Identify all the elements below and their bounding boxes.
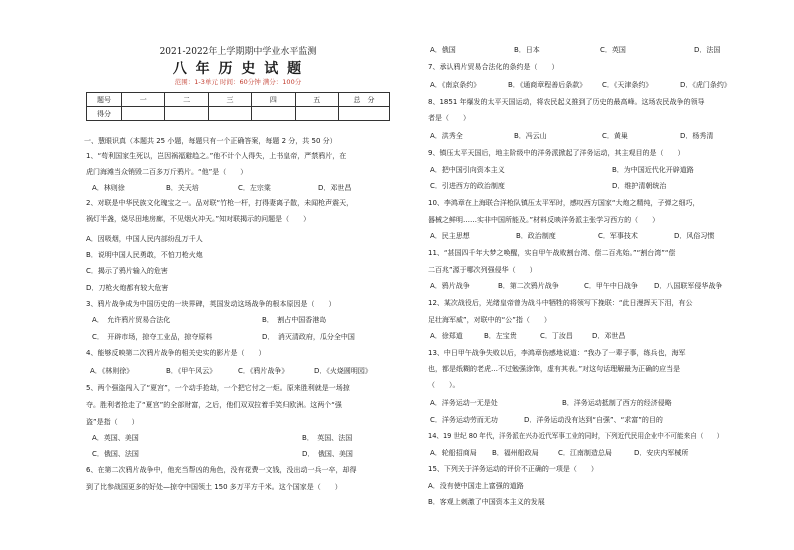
option-c[interactable]: C．军事技术 [598,232,638,240]
option-a[interactable]: A．洋务运动一无是处 [430,399,498,407]
question-6-line-2: 到了比参战国更多的好处—掠夺中国领土 150 多万平方千米。这个国家是（ ） [86,483,342,491]
option-a[interactable]: A．俄国 [430,46,456,54]
left-column [86,0,390,550]
question-15: 15、下列关于洋务运动的评价不正确的一项是（ ） [428,465,598,473]
option-d[interactable]: D．刀枪火炮都有较大危害 [86,284,169,292]
option-d[interactable]: D． 俄国、美国 [302,450,353,458]
option-a[interactable]: A．民主思想 [430,232,470,240]
option-b[interactable]: B． 割占中国香港岛 [262,316,327,324]
option-c[interactable]: C． 开辟市场，掠夺工业品，掠夺原料 [92,333,213,341]
question-2-line-1: 2、对联是中华民族文化瑰宝之一。品对联“竹枪一杆，打得妻离子散，未闻枪声震天， [86,199,354,207]
exam-meta: 范围：1-3单元 时间：60分钟 满分：100分 [174,78,302,86]
question-11-line-2: 二百兆”源于哪次列强侵华（ ） [428,266,537,274]
exam-title: 2021-2022年上学期期中学业水平监测 [159,47,317,57]
option-d[interactable]: D．《虎门条约》 [680,81,731,89]
option-a[interactable]: A．洪秀全 [430,132,463,140]
option-d[interactable]: D．法国 [694,46,721,54]
score-table-score-row [87,107,390,121]
score-cell: 二 [165,93,208,107]
score-input-cell[interactable] [339,107,390,121]
score-input-cell[interactable] [165,107,208,121]
option-c[interactable]: C．丁汝昌 [540,332,573,340]
option-b[interactable]: B．第二次鸦片战争 [498,282,559,290]
question-9: 9、镇压太平天国后，地主阶级中的洋务派掀起了洋务运动，其主观目的是（ ） [428,149,685,157]
question-4: 4、能够反映第二次鸦片战争的相关史实的影片是（ ） [86,349,266,357]
option-c[interactable]: C．英国 [600,46,626,54]
option-c[interactable]: C．黄巢 [602,132,628,140]
option-b[interactable]: B．客观上刺激了中国资本主义的发展 [428,498,545,506]
question-8-line-2: 者是（ ） [428,114,470,122]
score-table-header-row [87,93,390,107]
option-a[interactable]: A．《林则徐》 [90,367,134,375]
question-11-line-1: 11、“甚国四千年大梦之唤醒，实自甲午战败割台湾、偿二百兆始。”“割台湾”“偿 [428,249,676,257]
question-13-line-2: 也，都是纸糊的老虎…不过勉强涂饰，虚有其表。”对这句话理解最为正确的应当是 [428,365,681,373]
option-d[interactable]: D．洋务运动没有达到“自强”、“求富”的目的 [524,416,663,424]
right-column [428,0,754,550]
option-c[interactable]: C．引进西方的政治制度 [430,182,505,190]
option-b[interactable]: B． 英国、法国 [302,434,353,442]
section-intro: 一、慧眼识真（本题共 25 小题，每题只有一个正确答案，每题 2 分，共 50 分） [84,137,337,145]
option-c[interactable]: C．洋务运动劳而无功 [430,416,498,424]
option-c[interactable]: C．俄国、法国 [92,450,139,458]
option-b[interactable]: B．福州船政局 [492,449,539,457]
option-a[interactable]: A．鸦片战争 [430,282,470,290]
option-c[interactable]: C．揭示了鸦片输入的危害 [86,267,168,275]
option-b[interactable]: B．关天培 [166,184,199,192]
option-c[interactable]: C．《鸦片战争》 [238,367,289,375]
option-b[interactable]: B．洋务运动抵制了西方的经济侵略 [562,399,672,407]
option-a[interactable]: A．英国、美国 [92,434,139,442]
question-8-line-1: 8、1851 年爆发的太平天国运动，将农民起义推到了历史的最高峰。这场农民战争的领导 [428,98,705,106]
question-6-line-1: 6、在第二次鸦片战争中，他充当帮凶的角色，没有花费一文钱，没出动一兵一卒，却得 [86,466,357,474]
question-1-line-1: 1、“苟利国家生死以，岂因祸福避趋之。”他不计个人得失，上书皇帝，严禁鸦片，在 [86,152,347,160]
option-b[interactable]: B．说明中国人民勇敢，不怕刀枪火炮 [86,251,203,259]
question-1-line-2: 虎门海滩当众销毁二百多万斤鸦片。“他”是（ ） [86,168,248,176]
question-5-line-3: 盗”是指（ ） [86,418,139,426]
option-a[interactable]: A．《南京条约》 [430,81,481,89]
option-b[interactable]: B．日本 [514,46,540,54]
option-d[interactable]: D．安庆内军械所 [634,449,689,457]
option-a[interactable]: A．把中国引向资本主义 [430,166,505,174]
score-cell: 五 [295,93,338,107]
score-cell: 四 [252,93,295,107]
question-3: 3、鸦片战争成为中国历史的一块界碑，英国发动这场战争的根本原因是（ ） [86,300,336,308]
score-input-cell[interactable] [295,107,338,121]
option-b[interactable]: B．为中国近代化开辟道路 [612,166,694,174]
option-d[interactable]: D．《火烧圆明园》 [314,367,372,375]
option-a[interactable]: A．徐郑道 [430,332,463,340]
option-d[interactable]: D．杨秀清 [680,132,714,140]
option-b[interactable]: B．政治制度 [516,232,556,240]
option-a[interactable]: A．因吸烟，中国人民内部纷乱万千人 [86,235,203,243]
option-d[interactable]: D． 消灭清政府，瓜分全中国 [262,333,355,341]
question-13-line-1: 13、中日甲午战争失败以后，李鸿章伤感地说道：“我办了一辈子事，练兵也，海军 [428,349,686,357]
option-d[interactable]: D．邓世昌 [592,332,626,340]
question-13-line-3: （ ）。 [428,381,460,389]
score-input-cell[interactable] [122,107,165,121]
option-c[interactable]: C．甲午中日战争 [584,282,638,290]
question-10-line-2: 器械之鲜明……实非中国所能及。”材料反映洋务派主张学习西方的（ ） [428,216,660,224]
question-2-line-2: 祸灯半盏，烧尽田地房廊，不见烟火冲天。”知对联揭示的问题是（ ） [86,215,311,223]
score-cell: 三 [208,93,251,107]
option-a[interactable]: A． 允许鸦片贸易合法化 [92,316,171,324]
option-a[interactable]: A．轮船招商局 [430,449,477,457]
question-14: 14、19 世纪 80 年代，洋务派在兴办近代军事工业的同时，下列近代民用企业中不可能来自（ ） [428,432,724,440]
score-cell: 得分 [87,107,122,121]
score-input-cell[interactable] [252,107,295,121]
option-c[interactable]: C．江南制造总局 [558,449,612,457]
option-a[interactable]: A．没有使中国走上富强的道路 [428,482,524,490]
score-cell: 题号 [87,93,122,107]
score-cell: 总 分 [339,93,390,107]
option-c[interactable]: C．左宗棠 [238,184,271,192]
score-table [86,92,390,121]
question-12-line-2: 足壮海军威”，对联中的“公”指（ ） [428,316,551,324]
question-7: 7、承认鸦片贸易合法化的条约是（ ） [428,63,559,71]
option-d[interactable]: D．风俗习惯 [674,232,715,240]
option-d[interactable]: D．邓世昌 [318,184,352,192]
option-d[interactable]: D．维护清朝统治 [612,182,667,190]
option-b[interactable]: B．冯云山 [514,132,547,140]
option-a[interactable]: A．林则徐 [92,184,125,192]
option-b[interactable]: B．《甲午风云》 [166,367,217,375]
subject-title: 八 年 历 史 试 题 [172,61,304,77]
question-5-line-2: 夺。胜利者抢走了“夏宫”的全部财富，之后，他们双双拉着手笑归欧洲。这两个“强 [86,401,342,409]
option-d[interactable]: D．八国联军侵华战争 [654,282,723,290]
option-c[interactable]: C．《天津条约》 [602,81,653,89]
option-b[interactable]: B．左宝贵 [484,332,517,340]
question-10-line-1: 10、李鸿章在上海联合洋枪队镇压太平军时，感叹西方国家“大炮之精纯，子弹之细巧， [428,199,700,207]
question-5-line-1: 5、两个强盗闯入了“夏宫”，一个动手抢劫，一个把它付之一炬。原来胜利就是一场掠 [86,384,350,392]
score-input-cell[interactable] [208,107,251,121]
score-cell: 一 [122,93,165,107]
question-12-line-1: 12、某次战役后，光绪皇帝曾为战斗中牺牲的将领写下挽联：“此日漫挥天下泪，有公 [428,299,693,307]
option-b[interactable]: B．《通商章程善后条款》 [508,81,587,89]
